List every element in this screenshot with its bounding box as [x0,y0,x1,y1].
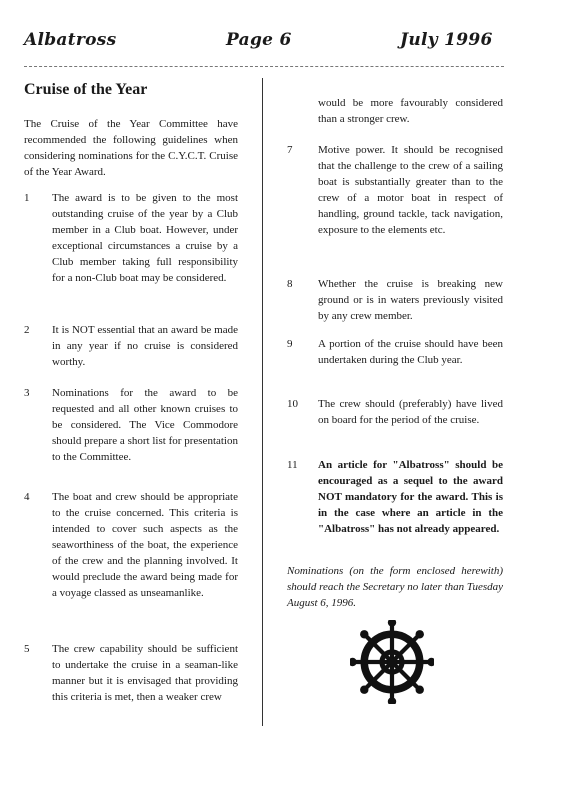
item-number: 7 [287,144,293,156]
item-number: 4 [24,491,30,503]
item-number: 2 [24,324,30,336]
item-number: 8 [287,278,293,290]
nomination-note: Nominations (on the form enclosed herewith) should reach the Secretary no later than Tuesday August 6, 1996. [287,565,503,609]
issue-date: July 1996 [400,30,493,50]
item-text: An article for "Albatross" should be encouraged as a sequel to the award NOT mandatory for the award. This is in the case where an article in the "Albatross" has not already appeared. [318,459,503,535]
item-text: It is NOT essential that an award be made in any year if no cruise is considered worthy. [52,324,238,368]
publication-name: Albatross [24,30,117,50]
header-divider [24,66,504,67]
item-number: 5 [24,643,30,655]
item-text: The crew capability should be sufficient to undertake the cruise in a seaman-like manner but it is envisaged that providing this criteria is met, then a weaker crew [52,643,238,703]
item-text: The award is to be given to the most outstanding cruise of the year by a Club member in a Club boat. However, under exceptional circumstances a cruise by a Club member taking full responsibility for a non-Club boat may be considered. [52,192,238,284]
item-text: Motive power. It should be recognised that the challenge to the crew of a sailing boat is substantially greater than to the crew of a motor boat in respect of handling, ground tackle, tack navigation, exposure to the elements etc. [318,144,503,236]
item-number: 10 [287,398,298,410]
page-number: Page 6 [226,30,292,50]
item-text: The boat and crew should be appropriate to the cruise concerned. This criteria is intended to cover such aspects as the seaworthiness of the boat, the experience of the crew and the planning involved. It would preclude the award being made for a voyage classed as unseamanlike. [52,491,238,599]
column-divider [262,78,263,726]
item-continuation: would be more favourably considered than a stronger crew. [318,97,503,125]
item-number: 1 [24,192,30,204]
item-number: 11 [287,459,298,471]
item-text: Whether the cruise is breaking new ground or is in waters previously visited by any crew member. [318,278,503,322]
ships-wheel-icon [350,620,434,704]
article-intro: The Cruise of the Year Committee have recommended the following guidelines when considering nominations for the C.Y.C.T. Cruise of the Year Award. [24,118,238,178]
item-text: The crew should (preferably) have lived on board for the period of the cruise. [318,398,503,426]
article-title: Cruise of the Year [24,81,148,98]
item-number: 9 [287,338,293,350]
item-text: Nominations for the award to be requested and all other known cruises to be considered. The Vice Commodore should prepare a short list for presentation to the Committee. [52,387,238,463]
item-number: 3 [24,387,30,399]
item-text: A portion of the cruise should have been undertaken during the Club year. [318,338,503,366]
